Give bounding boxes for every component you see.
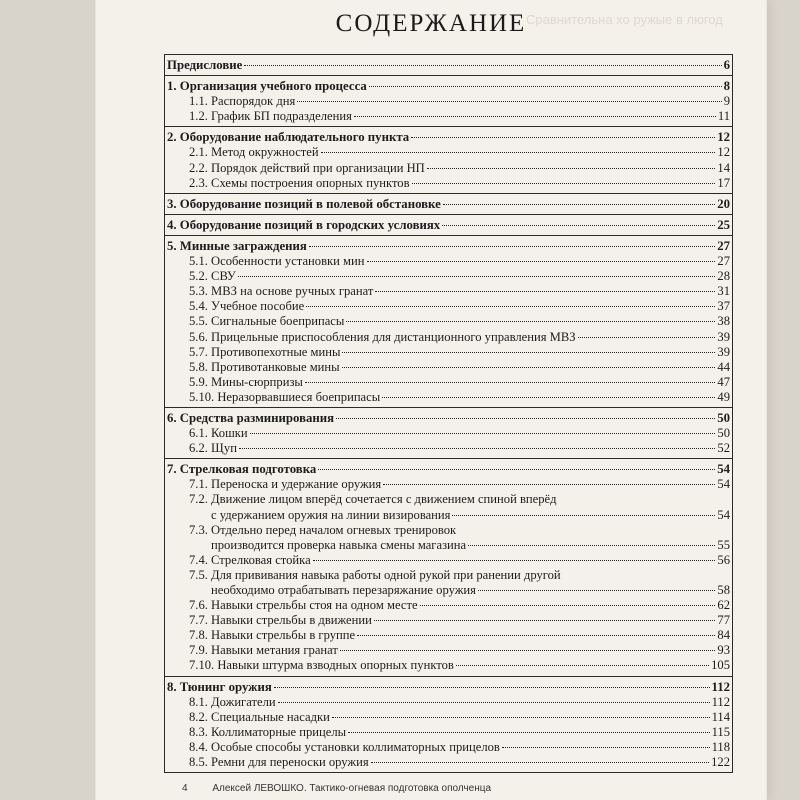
dot-leader — [412, 183, 716, 184]
dot-leader — [354, 116, 716, 117]
toc-entry-label: 5.10. Неразорвавшиеся боеприпасы — [189, 389, 381, 404]
toc-section — [165, 677, 732, 774]
toc-page-number: 49 — [717, 389, 730, 404]
toc-entry-row[interactable] — [167, 710, 730, 725]
toc-entry-label: 7.7. Навыки стрельбы в движении — [189, 613, 372, 628]
toc-entry-label: 4. Оборудование позиций в городских условиях — [167, 217, 441, 232]
toc-page-number: 62 — [717, 598, 730, 613]
footer-text: Алексей ЛЕВОШКО. Тактико-огневая подготовка ополченца — [212, 783, 492, 794]
dot-leader — [382, 397, 715, 398]
toc-page-number: 50 — [717, 426, 730, 441]
toc-entry-row[interactable] — [167, 725, 730, 740]
toc-entry-label: 5.5. Сигнальные боеприпасы — [189, 314, 345, 329]
toc-page-number: 11 — [717, 109, 730, 124]
toc-entry-label: 7.9. Навыки метания гранат — [189, 643, 338, 658]
dot-leader — [456, 665, 709, 666]
dot-leader — [278, 702, 710, 703]
toc-entry-row[interactable] — [167, 284, 730, 299]
toc-entry-label: 6. Средства разминирования — [167, 410, 335, 425]
toc-section — [165, 215, 732, 236]
toc-section — [165, 127, 732, 193]
toc-entry-label: 7.1. Переноска и удержание оружия — [189, 477, 382, 492]
toc-section — [165, 459, 732, 676]
toc-entry-row[interactable] — [167, 254, 730, 269]
toc-entry-label: 5.1. Особенности установки мин — [189, 254, 365, 269]
toc-page-number: 84 — [717, 628, 730, 643]
toc-entry-label: 5.9. Мины-сюрпризы — [189, 374, 303, 389]
toc-entry-label: 2.3. Схемы построения опорных пунктов — [189, 175, 410, 190]
toc-entry-row[interactable] — [167, 269, 730, 284]
toc-entry-row[interactable] — [167, 375, 730, 390]
toc-entry-label: 2.1. Метод окружностей — [189, 145, 319, 160]
toc-entry-row[interactable] — [167, 330, 730, 345]
toc-entry-label: 5.6. Прицельные приспособления для дистанционного управления МВЗ — [189, 329, 576, 344]
toc-chapter-row[interactable] — [167, 239, 730, 254]
toc-page-number: 114 — [711, 709, 730, 724]
toc-section — [165, 236, 732, 408]
toc-entry-label: 8. Тюнинг оружия — [167, 679, 272, 694]
toc-entry-label: 8.2. Специальные насадки — [189, 709, 330, 724]
toc-entry-label: 7.8. Навыки стрельбы в группе — [189, 628, 356, 643]
toc-page-number: 8 — [723, 79, 730, 94]
toc-entry-row[interactable] — [167, 477, 730, 492]
toc-entry-row[interactable] — [167, 553, 730, 568]
toc-entry-row[interactable] — [167, 109, 730, 124]
toc-entry-row[interactable] — [167, 426, 730, 441]
dot-leader — [340, 650, 715, 651]
dot-leader — [371, 762, 709, 763]
toc-entry-label: 7.6. Навыки стрельбы стоя на одном месте — [189, 598, 418, 613]
page-title: СОДЕРЖАНИЕ — [335, 10, 527, 37]
toc-entry-label: 5. Минные заграждения — [167, 238, 307, 253]
toc-page-number: 6 — [723, 58, 730, 72]
dot-leader — [478, 590, 715, 591]
toc-entry-label: 1.1. Распорядок дня — [189, 94, 296, 109]
toc-page-number: 56 — [717, 552, 730, 567]
toc-entry-label: 7.2. Движение лицом вперёд сочетается с движением спиной вперёд — [189, 492, 557, 507]
table-of-contents — [164, 54, 733, 773]
dot-leader — [318, 469, 715, 470]
toc-entry-row[interactable] — [167, 583, 730, 598]
toc-page-number: 27 — [717, 254, 730, 269]
toc-entry-row[interactable] — [167, 643, 730, 658]
toc-chapter-row[interactable] — [167, 680, 730, 695]
dot-leader — [305, 382, 716, 383]
toc-page-number: 25 — [717, 217, 730, 232]
toc-entry-row[interactable] — [167, 345, 730, 360]
toc-chapter-row[interactable] — [167, 197, 730, 212]
toc-entry-label: 2.2. Порядок действий при организации НП — [189, 160, 425, 175]
toc-page-number: 55 — [717, 537, 730, 552]
toc-entry-row[interactable] — [167, 568, 730, 583]
dot-leader — [443, 204, 715, 205]
toc-page-number: 52 — [717, 441, 730, 456]
dot-leader — [297, 101, 721, 102]
dot-leader — [367, 261, 716, 262]
bleed-through-text: Сравнительна хо ружые в люгод — [526, 12, 723, 27]
toc-section — [165, 408, 732, 459]
page-footer — [182, 783, 491, 794]
toc-entry-row[interactable] — [167, 740, 730, 755]
dot-leader — [375, 291, 715, 292]
toc-page-number: 39 — [717, 329, 730, 344]
toc-entry-row[interactable] — [167, 161, 730, 176]
toc-page-number: 20 — [717, 196, 730, 211]
dot-leader — [313, 560, 716, 561]
toc-entry-row[interactable] — [167, 299, 730, 314]
toc-chapter-row[interactable] — [167, 79, 730, 94]
toc-entry-row[interactable] — [167, 314, 730, 329]
toc-entry-row[interactable] — [167, 176, 730, 191]
toc-entry-label: 7.5. Для прививания навыка работы одной рукой при ранении другой — [189, 567, 561, 582]
toc-page-number: 12 — [717, 145, 730, 160]
toc-entry-row[interactable] — [167, 538, 730, 553]
toc-page-number: 28 — [717, 269, 730, 284]
toc-page-number: 9 — [723, 94, 730, 109]
footer-page-number: 4 — [182, 783, 188, 794]
toc-entry-row[interactable] — [167, 658, 730, 673]
toc-page-number: 115 — [711, 724, 730, 739]
toc-entry-label: 8.1. Дожигатели — [189, 694, 276, 709]
book-page — [96, 0, 766, 800]
toc-entry-label: 8.3. Коллиматорные прицелы — [189, 724, 347, 739]
dot-leader — [239, 448, 715, 449]
toc-page-number: 54 — [717, 477, 730, 492]
toc-page-number: 39 — [717, 344, 730, 359]
toc-page-number: 31 — [717, 284, 730, 299]
toc-entry-row[interactable] — [167, 360, 730, 375]
dot-leader — [306, 306, 715, 307]
dot-leader — [250, 433, 716, 434]
dot-leader — [468, 545, 715, 546]
toc-entry-label: 7.10. Навыки штурма взводных опорных пунктов — [189, 658, 454, 673]
dot-leader — [244, 65, 721, 66]
toc-page-number: 112 — [711, 694, 730, 709]
toc-entry-label: Предисловие — [167, 58, 243, 72]
dot-leader — [357, 635, 715, 636]
toc-entry-row[interactable] — [167, 613, 730, 628]
toc-entry-label: 5.8. Противотанковые мины — [189, 359, 340, 374]
dot-leader — [336, 418, 715, 419]
dot-leader — [342, 352, 715, 353]
toc-page-number: 58 — [717, 583, 730, 597]
dot-leader — [427, 168, 716, 169]
dot-leader — [342, 367, 716, 368]
dot-leader — [332, 717, 710, 718]
toc-entry-label: производится проверка навыка смены магазина — [211, 537, 467, 552]
toc-entry-row[interactable] — [167, 755, 730, 770]
toc-entry-row[interactable] — [167, 94, 730, 109]
toc-entry-label: 7.4. Стрелковая стойка — [189, 552, 311, 567]
toc-page-number: 27 — [717, 238, 730, 253]
toc-page-number: 12 — [717, 130, 730, 145]
toc-chapter-row[interactable] — [167, 411, 730, 426]
toc-entry-row[interactable] — [167, 598, 730, 613]
toc-entry-label: 5.2. СВУ — [189, 269, 236, 284]
toc-entry-row[interactable] — [167, 523, 730, 538]
toc-section — [165, 55, 732, 76]
dot-leader — [420, 605, 716, 606]
toc-entry-row[interactable] — [167, 695, 730, 710]
toc-page-number: 93 — [717, 643, 730, 658]
toc-section — [165, 76, 732, 127]
toc-section — [165, 194, 732, 215]
dot-leader — [309, 246, 715, 247]
toc-entry-label: необходимо отрабатывать перезаряжание оружия — [211, 583, 476, 597]
dot-leader — [502, 747, 710, 748]
toc-page-number: 54 — [717, 462, 730, 477]
toc-page-number: 118 — [711, 739, 730, 754]
dot-leader — [369, 86, 722, 87]
dot-leader — [411, 137, 715, 138]
dot-leader — [383, 484, 715, 485]
dot-leader — [346, 321, 715, 322]
toc-page-number: 47 — [717, 374, 730, 389]
toc-page-number: 17 — [717, 175, 730, 190]
toc-entry-label: 6.2. Щуп — [189, 441, 237, 456]
toc-page-number: 122 — [711, 755, 730, 770]
toc-entry-label: 6.1. Кошки — [189, 426, 248, 441]
toc-page-number: 112 — [711, 679, 730, 694]
toc-entry-row[interactable] — [167, 441, 730, 456]
dot-leader — [452, 515, 715, 516]
toc-entry-label: 7. Стрелковая подготовка — [167, 462, 317, 477]
toc-entry-label: 5.4. Учебное пособие — [189, 299, 305, 314]
toc-entry-label: 2. Оборудование наблюдательного пункта — [167, 130, 410, 145]
toc-entry-row[interactable] — [167, 390, 730, 405]
toc-page-number: 50 — [717, 410, 730, 425]
toc-entry-label: 5.3. МВЗ на основе ручных гранат — [189, 284, 374, 299]
toc-entry-label: 1. Организация учебного процесса — [167, 79, 367, 94]
dot-leader — [238, 276, 716, 277]
toc-entry-label: 3. Оборудование позиций в полевой обстановке — [167, 196, 441, 211]
toc-page-number: 38 — [717, 314, 730, 329]
toc-entry-label: 8.5. Ремни для переноски оружия — [189, 755, 369, 770]
toc-page-number: 44 — [717, 359, 730, 374]
dot-leader — [321, 152, 716, 153]
toc-page-number: 105 — [711, 658, 730, 673]
toc-chapter-row[interactable] — [167, 58, 730, 73]
toc-entry-label: 5.7. Противопехотные мины — [189, 344, 341, 359]
dot-leader — [348, 732, 709, 733]
dot-leader — [578, 337, 716, 338]
dot-leader — [374, 620, 716, 621]
toc-entry-label: с удержанием оружия на линии визирования — [211, 507, 451, 522]
toc-entry-label: 1.2. График БП подразделения — [189, 109, 352, 124]
toc-page-number: 14 — [717, 160, 730, 175]
toc-entry-row[interactable] — [167, 628, 730, 643]
toc-page-number: 54 — [717, 507, 730, 522]
toc-entry-label: 8.4. Особые способы установки коллиматорных прицелов — [189, 739, 500, 754]
toc-entry-label: 7.3. Отдельно перед началом огневых тренировок — [189, 522, 457, 537]
toc-entry-row[interactable] — [167, 508, 730, 523]
toc-page-number: 37 — [717, 299, 730, 314]
toc-chapter-row[interactable] — [167, 218, 730, 233]
toc-page-number: 77 — [717, 613, 730, 628]
toc-chapter-row[interactable] — [167, 462, 730, 477]
dot-leader — [442, 225, 715, 226]
dot-leader — [274, 687, 710, 688]
toc-chapter-row[interactable] — [167, 130, 730, 145]
toc-entry-row[interactable] — [167, 492, 730, 507]
toc-entry-row[interactable] — [167, 145, 730, 160]
